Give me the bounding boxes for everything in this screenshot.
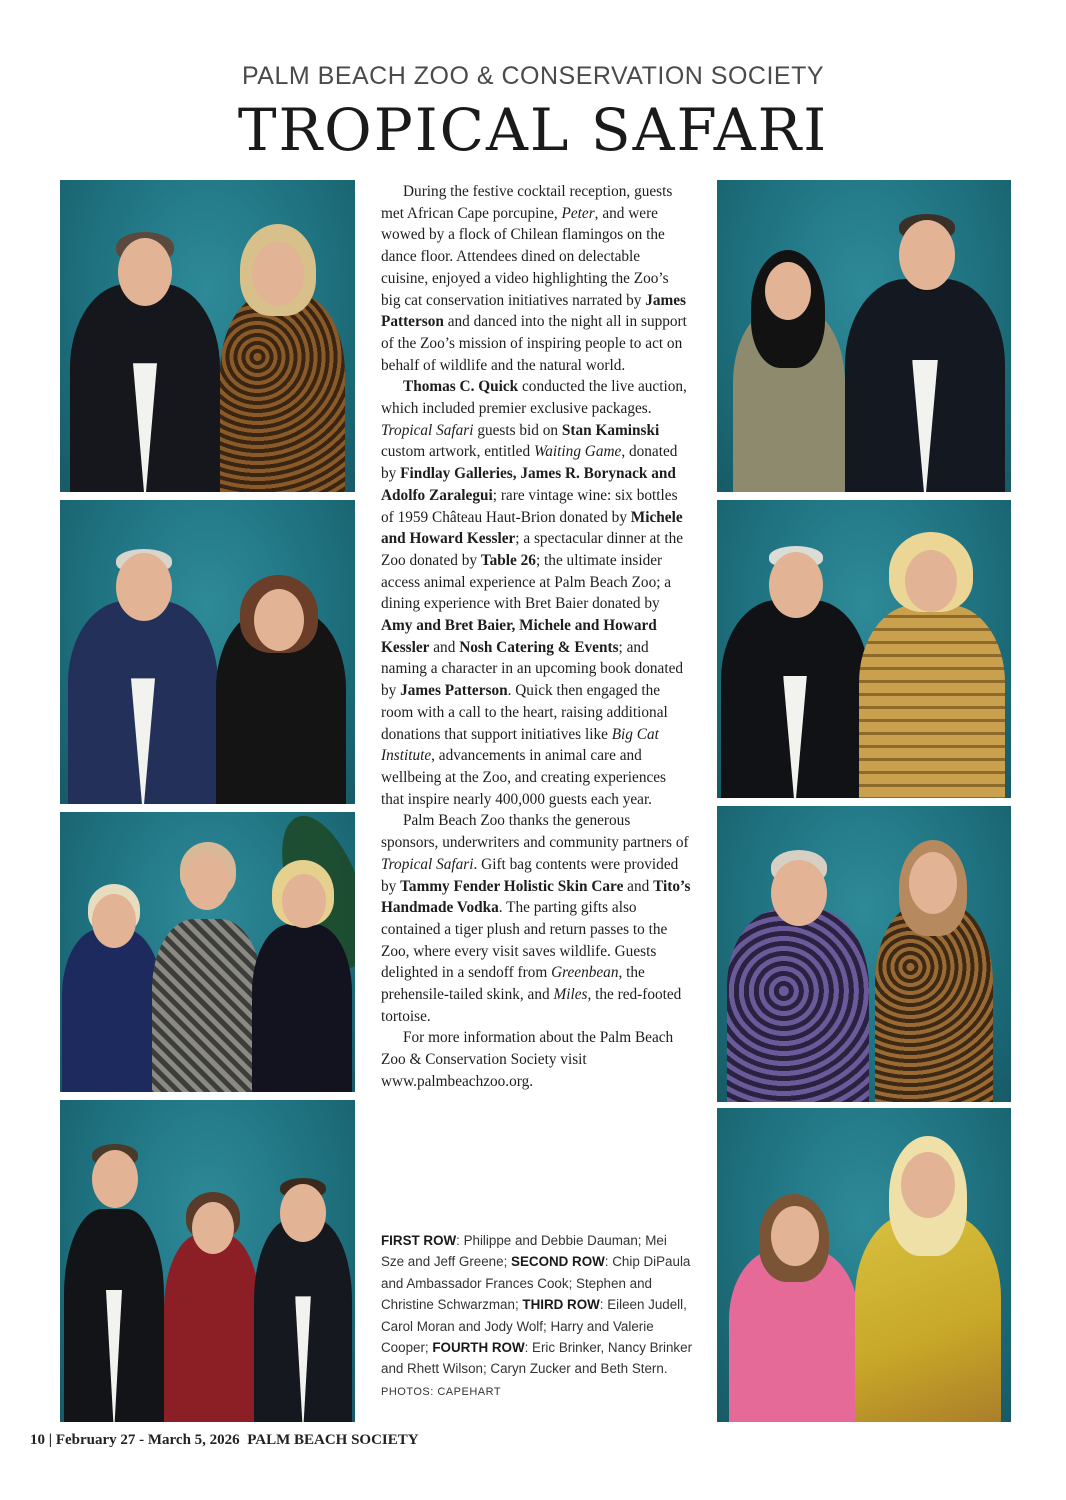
bold-run: Tammy Fender Holistic Skin Care bbox=[400, 877, 624, 895]
italic-run: Tropical Safari bbox=[381, 421, 474, 439]
bold-run: James Patterson bbox=[400, 682, 508, 700]
article-paragraph: During the festive cocktail reception, guests met African Cape porcupine, Peter, and were wowed by a flock of Chilean flamingos on the dance floor. Attendees dined on delectable cuisine, enjoyed a video highlighting the Zoo’s big cat conservation initiatives narrated by James Patterson and danced into the night all in support of the Zoo’s mission of inspiring people to act on behalf of wildlife and the natural world. bbox=[381, 183, 687, 374]
photo-dauman bbox=[60, 180, 355, 492]
italic-run: Waiting Game bbox=[533, 443, 622, 461]
photo-credit: PHOTOS: CAPEHART bbox=[381, 1385, 502, 1398]
photo-zucker-stern bbox=[717, 1108, 1011, 1422]
page-title: TROPICAL SAFARI bbox=[237, 96, 829, 164]
italic-run: Miles bbox=[553, 986, 588, 1004]
photo-schwarzman bbox=[717, 500, 1011, 798]
bold-run: Michele and Howard Kessler bbox=[381, 508, 683, 548]
bold-run: Stan Kaminski bbox=[561, 421, 660, 439]
section-kicker: PALM BEACH ZOO & CONSERVATION SOCIETY bbox=[241, 62, 825, 90]
italic-run: Peter bbox=[561, 204, 595, 222]
article-paragraph: Thomas C. Quick conducted the live auction, which included premier exclusive packages. Tropical Safari guests bid on Stan Kaminski custom artwork, entitled Waiting Game, donated by Findlay Galleries, James R. Borynack and Adolfo Zaralegui; rare vintage wine: six bottles of 1959 Château Haut-Brion donated by Michele and Howard Kessler; a spectacular dinner at the Zoo donated by Table 26; the ultimate insider access animal experience at Palm Beach Zoo; a dining experience with Bret Baier donated by Amy and Bret Baier, Michele and Howard Kessler and Nosh Catering & Events; and naming a character in an upcoming book donated by James Patterson. Quick then engaged the room with a call to the heart, raising additional donations that support initiatives like Big Cat Institute, advancements in animal care and wellbeing at the Zoo, and creating experiences that inspire nearly 400,000 guests each year. bbox=[381, 378, 687, 808]
photo-brinker-wilson bbox=[60, 1100, 355, 1422]
caption-row-label: FOURTH ROW bbox=[432, 1340, 525, 1356]
article-paragraph: For more information about the Palm Beach Zoo & Conservation Society visit www.palmbeachzoo.org. bbox=[381, 1029, 674, 1090]
italic-run: Big Cat Institute bbox=[381, 725, 659, 765]
page-number: 10 bbox=[30, 1432, 45, 1448]
publication-name: PALM BEACH SOCIETY bbox=[247, 1432, 419, 1448]
photo-dipaula-cook bbox=[60, 500, 355, 804]
italic-run: Greenbean bbox=[551, 964, 619, 982]
photo-caption bbox=[381, 1230, 693, 1403]
caption-row-names: : Philippe and Debbie Dauman; Mei Sze and Jeff Greene; bbox=[381, 1233, 667, 1270]
footer-separator: | bbox=[48, 1432, 53, 1448]
article-paragraph: Palm Beach Zoo thanks the generous sponsors, underwriters and community partners of Tropical Safari. Gift bag contents were provided by Tammy Fender Holistic Skin Care and Tito’s Handmade Vodka. The parting gifts also contained a tiger plush and return passes to the Zoo, where every visit saves wildlife. Guests delighted in a sendoff from Greenbean, the prehensile-tailed skink, and Miles, the red-footed tortoise. bbox=[381, 812, 691, 1025]
page-footer bbox=[30, 1432, 419, 1449]
bold-run: Amy and Bret Baier, Michele and Howard Kessler bbox=[381, 617, 657, 656]
issue-dates: February 27 - March 5, 2026 bbox=[55, 1432, 240, 1448]
photo-sze-greene bbox=[717, 180, 1011, 492]
caption-row-label: SECOND ROW bbox=[511, 1254, 605, 1270]
bold-run: Nosh Catering & Events bbox=[459, 638, 619, 656]
photo-judell-moran-wolf bbox=[60, 812, 355, 1092]
bold-run: Findlay Galleries, James R. Borynack and Adolfo Zaralegui bbox=[381, 465, 676, 504]
bold-run: Table 26 bbox=[480, 551, 536, 569]
caption-row-names: : Chip DiPaula and Ambassador Frances Cook; Stephen and Christine Schwarzman; bbox=[381, 1254, 691, 1313]
article-body bbox=[381, 181, 691, 1093]
bold-run: Tito’s Handmade Vodka bbox=[381, 877, 691, 917]
caption-row-label: FIRST ROW bbox=[381, 1233, 457, 1248]
caption-row-names: : Eric Brinker, Nancy Brinker and Rhett Wilson; Caryn Zucker and Beth Stern. bbox=[381, 1340, 693, 1377]
caption-row-label: THIRD ROW bbox=[522, 1297, 600, 1313]
italic-run: Tropical Safari bbox=[381, 855, 474, 873]
bold-run: Thomas C. Quick bbox=[403, 378, 519, 396]
bold-run: James Patterson bbox=[381, 291, 687, 331]
caption-row-names: : Eileen Judell, Carol Moran and Jody Wolf; Harry and Valerie Cooper; bbox=[381, 1297, 687, 1356]
photo-cooper bbox=[717, 806, 1011, 1102]
